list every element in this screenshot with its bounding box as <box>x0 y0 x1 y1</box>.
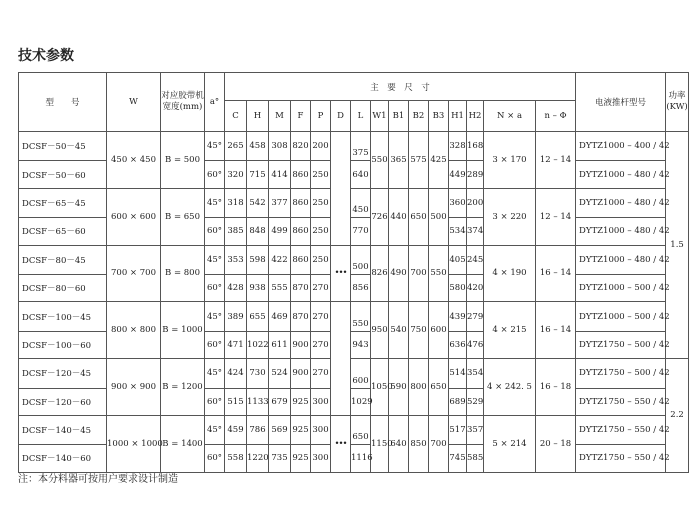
header-n-a: N × a <box>484 101 536 132</box>
b2-cell: 575 <box>409 132 429 189</box>
header-f: F <box>291 101 311 132</box>
f-cell: 860 <box>291 161 311 188</box>
h-cell: 655 <box>247 302 269 331</box>
l-cell: 550 <box>351 302 371 331</box>
h2-cell: 354 <box>467 359 484 388</box>
header-belt-width: 对应胶带机宽度(mm) <box>161 73 205 132</box>
w-cell: 800 × 800 <box>107 302 161 359</box>
l-cell: 856 <box>351 274 371 301</box>
l-cell: 640 <box>351 161 371 188</box>
header-main-dims: 主 要 尺 寸 <box>225 73 576 101</box>
c-cell: 558 <box>225 445 247 472</box>
b2-cell: 850 <box>409 415 429 472</box>
h1-cell: 689 <box>449 388 467 415</box>
b3-cell: 425 <box>429 132 449 189</box>
angle-cell: 60° <box>205 218 225 245</box>
rod-model-cell: DYTZ1000 – 500 / 42 <box>576 302 666 331</box>
p-cell: 300 <box>311 388 331 415</box>
belt-width-cell: B = 800 <box>161 245 205 302</box>
p-cell: 270 <box>311 274 331 301</box>
p-cell: 270 <box>311 331 331 358</box>
m-cell: 377 <box>269 188 291 217</box>
l-cell: 650 <box>351 415 371 444</box>
page-title: 技术参数 <box>18 48 74 64</box>
angle-cell: 60° <box>205 331 225 358</box>
m-cell: 569 <box>269 415 291 444</box>
n-a-cell: 5 × 214 <box>484 415 536 472</box>
p-cell: 200 <box>311 132 331 161</box>
h1-cell: 745 <box>449 445 467 472</box>
c-cell: 424 <box>225 359 247 388</box>
w-cell: 700 × 700 <box>107 245 161 302</box>
f-cell: 900 <box>291 359 311 388</box>
power-cell: 2.2 <box>666 359 689 473</box>
m-cell: 735 <box>269 445 291 472</box>
h1-cell: 534 <box>449 218 467 245</box>
model-cell: DCSF－80－45 <box>19 245 107 274</box>
h2-cell: 245 <box>467 245 484 274</box>
model-cell: DCSF－50－45 <box>19 132 107 161</box>
b1-cell: 440 <box>389 188 409 245</box>
h-cell: 542 <box>247 188 269 217</box>
header-l: L <box>351 101 371 132</box>
h2-cell: 585 <box>467 445 484 472</box>
angle-cell: 45° <box>205 359 225 388</box>
p-cell: 270 <box>311 359 331 388</box>
rod-model-cell: DYTZ1000 – 480 / 42 <box>576 188 666 217</box>
n-phi-cell: 12 – 14 <box>536 132 576 189</box>
header-c: C <box>225 101 247 132</box>
model-cell: DCSF－100－45 <box>19 302 107 331</box>
header-b1: B1 <box>389 101 409 132</box>
p-cell: 270 <box>311 302 331 331</box>
angle-cell: 45° <box>205 302 225 331</box>
n-a-cell: 3 × 170 <box>484 132 536 189</box>
p-cell: 250 <box>311 188 331 217</box>
h1-cell: 360 <box>449 188 467 217</box>
b2-cell: 750 <box>409 302 429 359</box>
header-n-phi: n – Φ <box>536 101 576 132</box>
b3-cell: 650 <box>429 359 449 416</box>
c-cell: 515 <box>225 388 247 415</box>
header-w: W <box>107 73 161 132</box>
f-cell: 925 <box>291 388 311 415</box>
belt-width-cell: B = 650 <box>161 188 205 245</box>
h2-cell: 289 <box>467 161 484 188</box>
n-a-cell: 4 × 190 <box>484 245 536 302</box>
c-cell: 471 <box>225 331 247 358</box>
m-cell: 555 <box>269 274 291 301</box>
w-cell: 600 × 600 <box>107 188 161 245</box>
model-cell: DCSF－120－45 <box>19 359 107 388</box>
b3-cell: 600 <box>429 302 449 359</box>
spec-table <box>18 72 689 473</box>
b2-cell: 700 <box>409 245 429 302</box>
m-cell: 611 <box>269 331 291 358</box>
model-cell: DCSF－65－45 <box>19 188 107 217</box>
header-power: 功率(KW) <box>666 73 689 132</box>
h-cell: 715 <box>247 161 269 188</box>
p-cell: 250 <box>311 245 331 274</box>
b2-cell: 800 <box>409 359 429 416</box>
h-cell: 1022 <box>247 331 269 358</box>
rod-model-cell: DYTZ1000 – 480 / 42 <box>576 218 666 245</box>
h1-cell: 405 <box>449 245 467 274</box>
b2-cell: 650 <box>409 188 429 245</box>
h1-cell: 328 <box>449 132 467 161</box>
b3-cell: 700 <box>429 415 449 472</box>
f-cell: 860 <box>291 245 311 274</box>
rod-model-cell: DYTZ1000 – 480 / 42 <box>576 245 666 274</box>
model-cell: DCSF－120－60 <box>19 388 107 415</box>
header-b2: B2 <box>409 101 429 132</box>
w-cell: 1000 × 1000 <box>107 415 161 472</box>
h-cell: 848 <box>247 218 269 245</box>
b1-cell: 640 <box>389 415 409 472</box>
rod-model-cell: DYTZ1000 – 480 / 42 <box>576 161 666 188</box>
w1-cell: 826 <box>371 245 389 302</box>
d-cell <box>331 132 351 246</box>
c-cell: 265 <box>225 132 247 161</box>
header-b3: B3 <box>429 101 449 132</box>
b1-cell: 540 <box>389 302 409 359</box>
n-phi-cell: 16 – 14 <box>536 245 576 302</box>
b3-cell: 550 <box>429 245 449 302</box>
model-cell: DCSF－140－45 <box>19 415 107 444</box>
model-cell: DCSF－50－60 <box>19 161 107 188</box>
m-cell: 308 <box>269 132 291 161</box>
l-cell: 770 <box>351 218 371 245</box>
b1-cell: 365 <box>389 132 409 189</box>
header-model: 型 号 <box>19 73 107 132</box>
table-row <box>19 415 689 444</box>
header-w1: W1 <box>371 101 389 132</box>
w1-cell: 1050 <box>371 359 389 416</box>
b3-cell: 500 <box>429 188 449 245</box>
w1-cell: 726 <box>371 188 389 245</box>
h-cell: 458 <box>247 132 269 161</box>
table-row <box>19 188 689 217</box>
w1-cell: 950 <box>371 302 389 359</box>
rod-model-cell: DYTZ1750 – 550 / 42 <box>576 445 666 472</box>
p-cell: 250 <box>311 218 331 245</box>
l-cell: 450 <box>351 188 371 217</box>
h2-cell: 200 <box>467 188 484 217</box>
h2-cell: 279 <box>467 302 484 331</box>
header-row-1 <box>19 73 689 101</box>
n-a-cell: 4 × 215 <box>484 302 536 359</box>
belt-width-cell: B = 1400 <box>161 415 205 472</box>
angle-cell: 45° <box>205 132 225 161</box>
spec-table-body <box>19 132 689 473</box>
rod-model-cell: DYTZ1750 – 500 / 42 <box>576 331 666 358</box>
m-cell: 422 <box>269 245 291 274</box>
w1-cell: 1150 <box>371 415 389 472</box>
h-cell: 938 <box>247 274 269 301</box>
belt-width-cell: B = 1000 <box>161 302 205 359</box>
h1-cell: 636 <box>449 331 467 358</box>
power-cell: 1.5 <box>666 132 689 359</box>
h1-cell: 449 <box>449 161 467 188</box>
l-cell: 600 <box>351 359 371 388</box>
model-cell: DCSF－100－60 <box>19 331 107 358</box>
n-a-cell: 3 × 220 <box>484 188 536 245</box>
model-cell: DCSF－65－60 <box>19 218 107 245</box>
table-row <box>19 245 689 274</box>
h-cell: 1220 <box>247 445 269 472</box>
h1-cell: 580 <box>449 274 467 301</box>
model-cell: DCSF－80－60 <box>19 274 107 301</box>
p-cell: 300 <box>311 445 331 472</box>
w-cell: 450 × 450 <box>107 132 161 189</box>
w-cell: 900 × 900 <box>107 359 161 416</box>
f-cell: 820 <box>291 132 311 161</box>
h2-cell: 420 <box>467 274 484 301</box>
angle-cell: 60° <box>205 388 225 415</box>
table-row <box>19 302 689 331</box>
header-angle: a° <box>205 73 225 132</box>
angle-cell: 60° <box>205 161 225 188</box>
f-cell: 870 <box>291 274 311 301</box>
n-a-cell: 4 × 242. 5 <box>484 359 536 416</box>
l-cell: 500 <box>351 245 371 274</box>
c-cell: 389 <box>225 302 247 331</box>
angle-cell: 45° <box>205 245 225 274</box>
c-cell: 318 <box>225 188 247 217</box>
f-cell: 900 <box>291 331 311 358</box>
l-cell: 375 <box>351 132 371 161</box>
header-d: D <box>331 101 351 132</box>
h2-cell: 476 <box>467 331 484 358</box>
p-cell: 250 <box>311 161 331 188</box>
h-cell: 1133 <box>247 388 269 415</box>
m-cell: 499 <box>269 218 291 245</box>
c-cell: 459 <box>225 415 247 444</box>
f-cell: 860 <box>291 218 311 245</box>
header-p: P <box>311 101 331 132</box>
f-cell: 860 <box>291 188 311 217</box>
n-phi-cell: 20 – 18 <box>536 415 576 472</box>
d-cell <box>331 302 351 416</box>
w1-cell: 550 <box>371 132 389 189</box>
angle-cell: 60° <box>205 445 225 472</box>
rod-model-cell: DYTZ1750 – 500 / 42 <box>576 359 666 388</box>
angle-cell: 60° <box>205 274 225 301</box>
rod-model-cell: DYTZ1000 – 400 / 42 <box>576 132 666 161</box>
l-cell: 1029 <box>351 388 371 415</box>
b1-cell: 590 <box>389 359 409 416</box>
f-cell: 870 <box>291 302 311 331</box>
h1-cell: 514 <box>449 359 467 388</box>
rod-model-cell: DYTZ1750 – 550 / 42 <box>576 415 666 444</box>
h-cell: 598 <box>247 245 269 274</box>
h-cell: 730 <box>247 359 269 388</box>
c-cell: 353 <box>225 245 247 274</box>
h2-cell: 357 <box>467 415 484 444</box>
p-cell: 300 <box>311 415 331 444</box>
d-cell: ••• <box>331 415 351 472</box>
l-cell: 943 <box>351 331 371 358</box>
header-m: M <box>269 101 291 132</box>
model-cell: DCSF－140－60 <box>19 445 107 472</box>
n-phi-cell: 12 – 14 <box>536 188 576 245</box>
m-cell: 469 <box>269 302 291 331</box>
h1-cell: 517 <box>449 415 467 444</box>
header-h1: H1 <box>449 101 467 132</box>
angle-cell: 45° <box>205 415 225 444</box>
table-row <box>19 132 689 161</box>
header-rod-model: 电液推杆型号 <box>576 73 666 132</box>
belt-width-cell: B = 1200 <box>161 359 205 416</box>
c-cell: 385 <box>225 218 247 245</box>
c-cell: 320 <box>225 161 247 188</box>
header-h2: H2 <box>467 101 484 132</box>
belt-width-cell: B = 500 <box>161 132 205 189</box>
m-cell: 414 <box>269 161 291 188</box>
footnote: 注：本分料器可按用户要求设计制造 <box>18 474 178 485</box>
h2-cell: 168 <box>467 132 484 161</box>
m-cell: 679 <box>269 388 291 415</box>
table-row <box>19 359 689 388</box>
c-cell: 428 <box>225 274 247 301</box>
d-cell: ••• <box>331 245 351 302</box>
n-phi-cell: 16 – 14 <box>536 302 576 359</box>
angle-cell: 45° <box>205 188 225 217</box>
rod-model-cell: DYTZ1000 – 500 / 42 <box>576 274 666 301</box>
h2-cell: 374 <box>467 218 484 245</box>
h1-cell: 439 <box>449 302 467 331</box>
b1-cell: 490 <box>389 245 409 302</box>
n-phi-cell: 16 – 18 <box>536 359 576 416</box>
h-cell: 786 <box>247 415 269 444</box>
header-h: H <box>247 101 269 132</box>
rod-model-cell: DYTZ1750 – 550 / 42 <box>576 388 666 415</box>
m-cell: 524 <box>269 359 291 388</box>
f-cell: 925 <box>291 445 311 472</box>
l-cell: 1116 <box>351 445 371 472</box>
h2-cell: 529 <box>467 388 484 415</box>
f-cell: 925 <box>291 415 311 444</box>
